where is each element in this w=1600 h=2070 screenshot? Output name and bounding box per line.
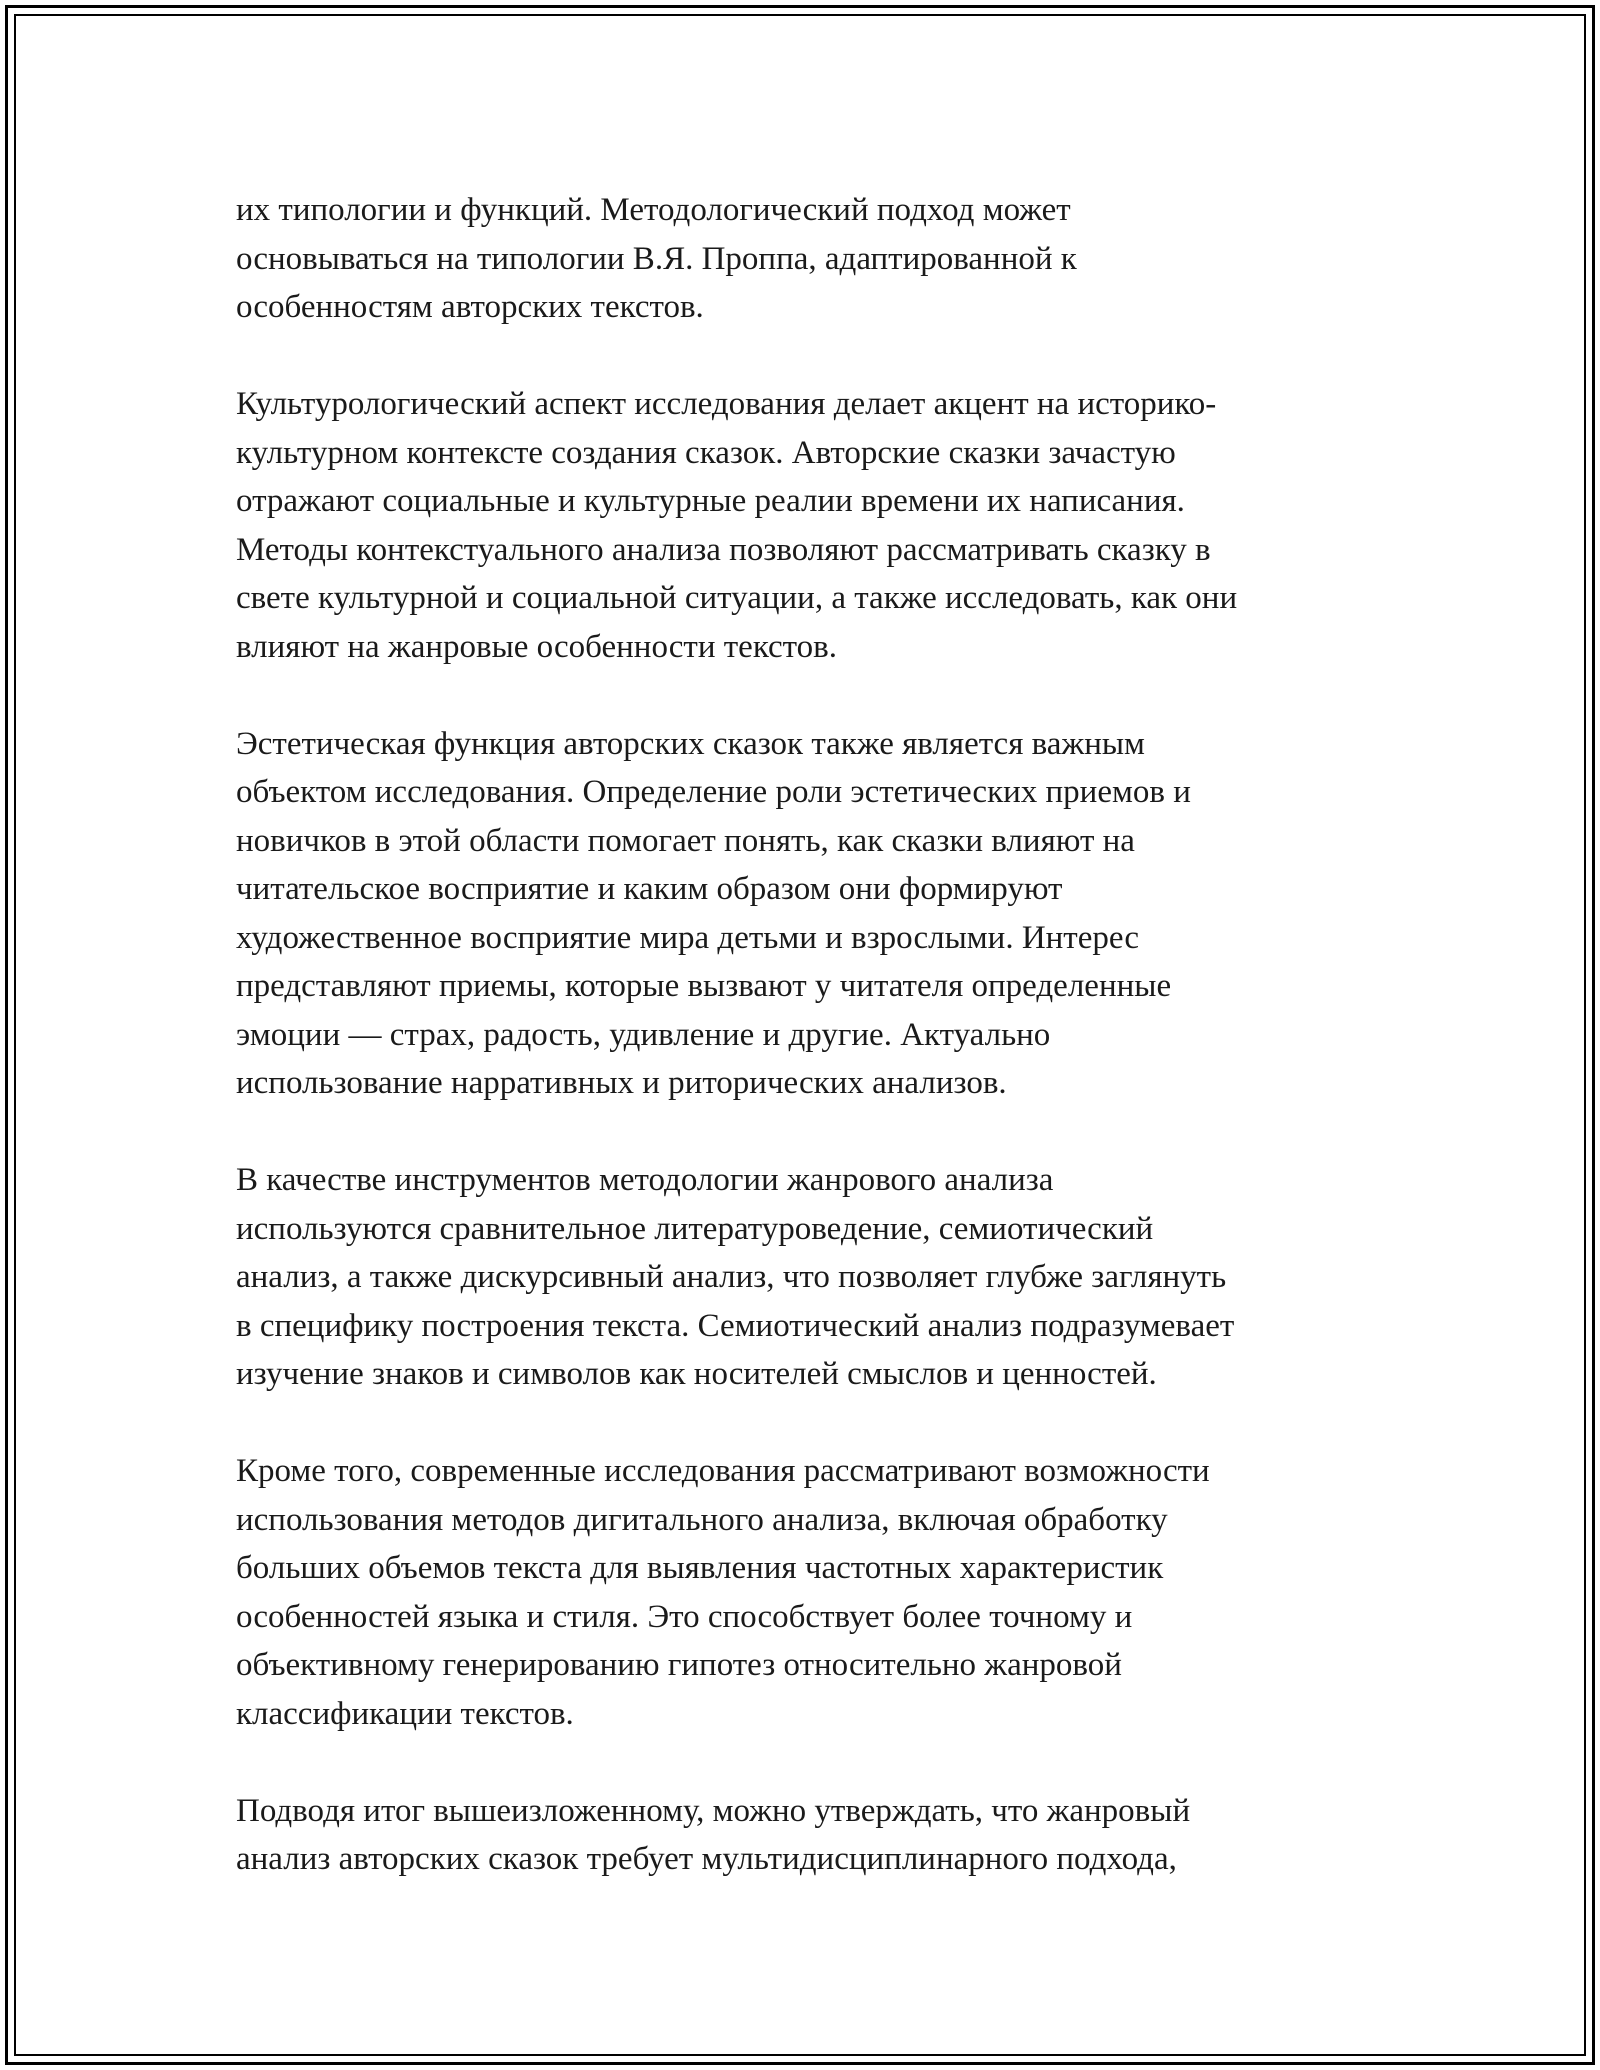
text-line: Подводя итог вышеизложенному, можно утверждать, что жанровый	[236, 1792, 1191, 1829]
paragraph-4	[236, 1156, 1386, 1399]
text-line: Методы контекстуального анализа позволяют рассматривать сказку в	[236, 531, 1211, 568]
paragraph-2	[236, 380, 1386, 671]
document-body	[236, 186, 1386, 1932]
text-line: использования методов дигитального анализа, включая обработку	[236, 1501, 1168, 1538]
paragraph-6	[236, 1787, 1386, 1884]
text-line: особенностей языка и стиля. Это способствует более точному и	[236, 1598, 1133, 1635]
text-line: эмоции — страх, радость, удивление и другие. Актуально	[236, 1016, 1051, 1053]
text-line: Кроме того, современные исследования рассматривают возможности	[236, 1453, 1210, 1489]
text-line: объективному генерированию гипотез относительно жанровой	[236, 1647, 1122, 1683]
text-line: влияют на жанровые особенности текстов.	[236, 628, 837, 665]
text-line: новичков в этой области помогает понять, как сказки влияют на	[236, 822, 1135, 859]
text-line: классификации текстов.	[236, 1695, 574, 1732]
text-line: Эстетическая функция авторских сказок также является важным	[236, 725, 1145, 762]
text-line: больших объемов текста для выявления частотных характеристик	[236, 1550, 1164, 1586]
text-line: используются сравнительное литературоведение, семиотический	[236, 1210, 1154, 1247]
text-line: основываться на типологии В.Я. Проппа, адаптированной к	[236, 240, 1077, 277]
text-line: художественное восприятие мира детьми и взрослыми. Интерес	[236, 919, 1139, 956]
text-line: в специфику построения текста. Семиотический анализ подразумевает	[236, 1307, 1235, 1344]
text-line: анализ авторских сказок требует мультидисциплинарного подхода,	[236, 1841, 1177, 1877]
paragraph-1	[236, 186, 1386, 332]
text-line: В качестве инструментов методологии жанрового анализа	[236, 1162, 1054, 1198]
text-line: объектом исследования. Определение роли эстетических приемов и	[236, 774, 1191, 810]
text-line: Культурологический аспект исследования делает акцент на историко-	[236, 386, 1217, 422]
text-line: их типологии и функций. Методологический подход может	[236, 192, 1071, 228]
text-line: изучение знаков и символов как носителей смыслов и ценностей.	[236, 1356, 1157, 1392]
text-line: читательское восприятие и каким образом они формируют	[236, 871, 1063, 907]
paragraph-5	[236, 1447, 1386, 1738]
paragraph-3	[236, 720, 1386, 1108]
text-line: свете культурной и социальной ситуации, а также исследовать, как они	[236, 580, 1238, 616]
text-line: представляют приемы, которые вызвают у читателя определенные	[236, 968, 1172, 1004]
text-line: особенностям авторских текстов.	[236, 289, 704, 325]
text-line: культурном контексте создания сказок. Авторские сказки зачастую	[236, 434, 1176, 471]
text-line: отражают социальные и культурные реалии времени их написания.	[236, 483, 1185, 519]
text-line: использование нарративных и риторических анализов.	[236, 1065, 1007, 1101]
text-line: анализ, а также дискурсивный анализ, что позволяет глубже заглянуть	[236, 1259, 1227, 1295]
